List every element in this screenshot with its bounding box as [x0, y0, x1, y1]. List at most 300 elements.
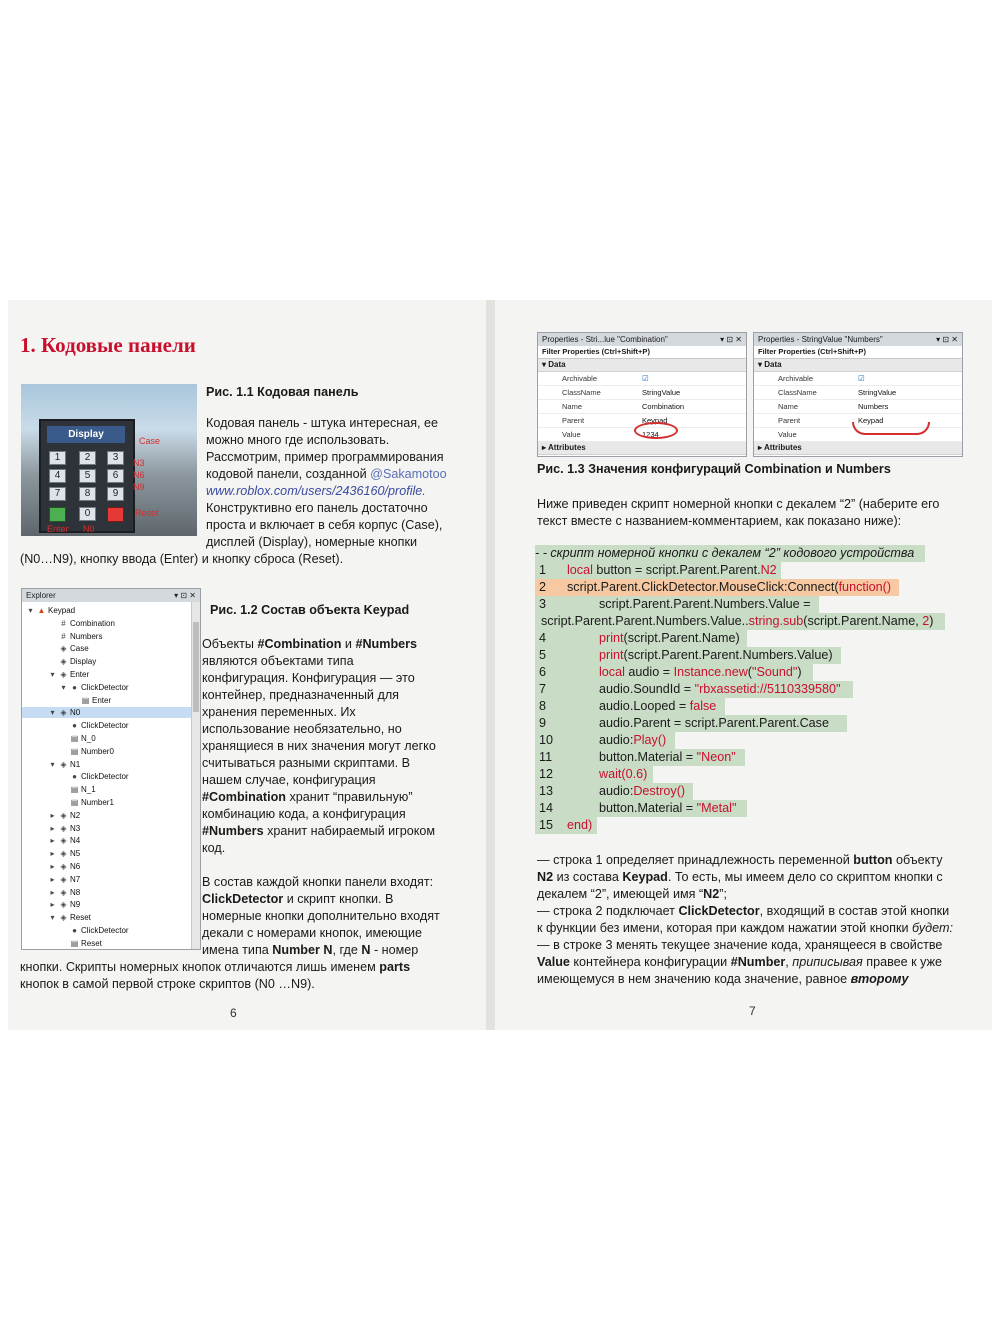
tree-node-icon: ◈: [60, 644, 67, 654]
tree-node-icon: ◈: [60, 810, 67, 820]
expand-arrow-icon[interactable]: ▸: [50, 836, 55, 846]
tree-node-icon: ▤: [70, 785, 79, 795]
line-number: 7: [539, 682, 547, 696]
explain-line6: — в строке 3 менять текущее значение кода, хранящееся в свойстве: [537, 938, 943, 952]
author-link[interactable]: @Sakamotoo: [370, 467, 447, 481]
keypad-key-7: 7: [49, 487, 66, 501]
tree-node-icon: #: [61, 631, 66, 641]
tree-node-icon: ◈: [60, 657, 67, 667]
checkbox-icon[interactable]: ☑: [858, 374, 865, 383]
explain-line2: [537, 869, 943, 886]
prop-key: Parent: [778, 416, 801, 425]
term: Value: [537, 955, 570, 969]
prop-row-archivable[interactable]: [754, 372, 962, 386]
tree-item[interactable]: [22, 643, 191, 654]
code-line-4: [535, 630, 975, 647]
code-red: false: [689, 699, 717, 713]
properties-titlebar: [754, 333, 962, 346]
prop-key: Parent: [562, 416, 585, 425]
tree-item[interactable]: [22, 759, 191, 770]
label-case: Case: [139, 436, 161, 446]
code-text: ): [797, 665, 802, 679]
text: ,: [785, 955, 793, 969]
para2-line9: нашем случае, конфигурация: [202, 773, 376, 787]
right-page: [495, 300, 992, 1030]
tree-item[interactable]: [22, 631, 191, 642]
tree-node-icon: ◈: [60, 823, 67, 833]
explain-line1: [537, 852, 943, 869]
text: из состава: [553, 870, 623, 884]
tree-item[interactable]: [22, 887, 191, 898]
parts-term: parts: [379, 960, 411, 974]
keypad-reset-key: [107, 507, 124, 522]
tree-item-label: N0: [70, 708, 81, 718]
line-number: 5: [539, 648, 547, 662]
section-label: Data: [548, 360, 566, 369]
para1-line6: Конструктивно его панель достаточно: [206, 501, 428, 515]
explorer-title: Explorer: [26, 591, 56, 600]
emphasis: будет:: [912, 921, 953, 935]
code-line-9: [535, 715, 975, 732]
expand-arrow-icon[interactable]: ▸: [50, 900, 55, 910]
tree-node-icon: ◈: [60, 836, 67, 846]
chapter-title: 1. Кодовые панели: [20, 333, 196, 357]
section-label: Attributes: [547, 443, 586, 452]
code-red: N2: [760, 563, 777, 577]
label-enter: Enter: [47, 524, 69, 534]
line-number: 3: [539, 597, 547, 611]
properties-panel-numbers: [753, 332, 963, 457]
text: - номер: [370, 943, 419, 957]
prop-key: Archivable: [562, 374, 598, 383]
tree-item[interactable]: [22, 938, 191, 949]
properties-title: Properties - Stri...lue "Combination": [542, 335, 668, 344]
keypad-key-6: 6: [107, 469, 124, 483]
tree-item[interactable]: [22, 797, 191, 808]
tree-item[interactable]: [22, 912, 191, 923]
properties-window-controls[interactable]: ▾ ⊡ ✕: [936, 335, 958, 344]
keypad-key-1: 1: [49, 451, 66, 465]
intro-line1: Ниже приведен скрипт номерной кнопки с декалем “2” (наберите его: [537, 497, 940, 511]
properties-title: Properties - StringValue "Numbers": [758, 335, 883, 344]
combination-term: #Combination: [257, 637, 342, 651]
tree-node-icon: ▤: [70, 746, 79, 756]
tree-item-label: ClickDetector: [81, 721, 129, 731]
para3-line2: [202, 891, 393, 908]
expand-arrow-icon[interactable]: ▸: [50, 849, 55, 859]
text: — строка 1 определяет принадлежность переменной: [537, 853, 854, 867]
para2-line13: код.: [202, 841, 226, 855]
tree-item-label: N7: [70, 874, 81, 884]
para2-line5: хранения переменных. Их: [202, 705, 356, 719]
line-number: 14: [539, 801, 554, 815]
code-line-2: [535, 579, 975, 596]
explain-line5: [537, 920, 953, 937]
prop-value: Keypad: [642, 416, 668, 425]
tree-item-label: Number0: [81, 746, 114, 756]
profile-link[interactable]: www.roblox.com/users/2436160/profile.: [206, 484, 426, 498]
code-text: script.Parent.ClickDetector.MouseClick:Connect(: [567, 580, 839, 594]
prop-row-name[interactable]: [754, 400, 962, 414]
para1-line9: (N0…N9), кнопку ввода (Enter) и кнопку сброса (Reset).: [20, 552, 344, 566]
text: кнопки. Скрипты номерных кнопок отличаются лишь именем: [20, 960, 380, 974]
para2-line12: [202, 823, 435, 840]
data-section-header[interactable]: ▾ Data: [754, 359, 962, 372]
line-number: 8: [539, 699, 547, 713]
para2-line10: [202, 789, 413, 806]
text: хранит набираемый игроком: [263, 824, 436, 838]
prop-key: Value: [562, 430, 581, 439]
attributes-section-header[interactable]: ▸ Attributes: [538, 442, 746, 455]
text: и скрипт кнопки. В: [283, 892, 394, 906]
keypad-display: Display: [47, 426, 125, 443]
text: имена типа: [202, 943, 273, 957]
filter-properties-input[interactable]: Filter Properties (Ctrl+Shift+P): [538, 346, 746, 359]
text: , входящий в состав этой кнопки: [759, 904, 950, 918]
tree-item-label: N2: [70, 810, 81, 820]
code-red: print: [599, 648, 624, 662]
keypad-key-9: 9: [107, 487, 124, 501]
page-number-left: 6: [230, 1006, 237, 1020]
tree-item[interactable]: [22, 784, 191, 795]
combination-term: #Combination: [202, 790, 286, 804]
para2-line11: комбинацию кода, а конфигурация: [202, 807, 406, 821]
code-line-8: [535, 698, 975, 715]
text: Объекты: [202, 637, 258, 651]
line-number: 15: [539, 818, 554, 832]
prop-key: ClassName: [562, 388, 601, 397]
explorer-window-controls[interactable]: ▾ ⊡ ✕: [174, 591, 196, 600]
para1-line1: Кодовая панель - штука интересная, ее: [206, 416, 439, 430]
prop-value: Numbers: [858, 402, 889, 411]
term: ClickDetector: [678, 904, 760, 918]
book-gutter: [486, 300, 495, 1030]
tree-item-label: N_0: [81, 734, 96, 743]
expand-arrow-icon[interactable]: ▸: [50, 823, 55, 833]
expand-arrow-icon[interactable]: ▾: [61, 682, 66, 692]
label-n6: N6: [133, 470, 145, 480]
left-page: [8, 300, 486, 1030]
line-number: 2: [539, 580, 547, 594]
explorer-titlebar: [22, 589, 200, 602]
tree-item[interactable]: [22, 682, 191, 693]
tree-item-label: N8: [70, 887, 81, 897]
label-n3: N3: [133, 458, 145, 468]
line-number: 6: [539, 665, 547, 679]
para1-line7: проста и включает в себя корпус (Case),: [206, 518, 443, 532]
code-line-12: [535, 766, 975, 783]
tree-item-label: N5: [70, 849, 81, 859]
line-number: 13: [539, 784, 554, 798]
code-line-13: [535, 783, 975, 800]
tree-item[interactable]: [22, 823, 191, 834]
code-text: button = script.Parent.Parent.: [592, 563, 761, 577]
tree-item[interactable]: [22, 618, 191, 629]
code-line-3: [535, 596, 975, 613]
prop-value: Combination: [642, 402, 685, 411]
para3-line5: [202, 942, 418, 959]
tree-node-icon: ◈: [60, 900, 67, 910]
keypad-key-2: 2: [79, 451, 96, 465]
label-reset: Reset: [135, 508, 159, 518]
tree-item[interactable]: [22, 835, 191, 846]
code-red: string.sub: [748, 614, 804, 628]
tree-item[interactable]: [22, 899, 191, 910]
term: N2: [703, 887, 720, 901]
prop-row-name[interactable]: [538, 400, 746, 414]
tree-item[interactable]: [22, 810, 191, 821]
tree-item[interactable]: [22, 925, 191, 936]
emphasis: второму: [850, 972, 909, 986]
term: button: [853, 853, 893, 867]
para2-line6: использование необязательно, но: [202, 722, 402, 736]
tree-item[interactable]: [22, 874, 191, 885]
keypad-key-5: 5: [79, 469, 96, 483]
keypad-enter-key: [49, 507, 66, 522]
tree-item[interactable]: [22, 733, 191, 744]
tree-node-icon: ▤: [70, 798, 79, 807]
code-line-6: [535, 664, 975, 681]
text: ”;: [719, 887, 727, 901]
data-section-header[interactable]: ▾ Data: [538, 359, 746, 372]
fig2-caption: Рис. 1.2 Состав объекта Keypad: [210, 603, 410, 617]
tree-node-icon: ▤: [70, 938, 79, 948]
tree-item[interactable]: [22, 669, 191, 680]
prop-value: StringValue: [858, 388, 897, 397]
tree-item-label: N6: [70, 862, 81, 871]
prop-row-archivable[interactable]: [538, 372, 746, 386]
tree-node-icon: ▤: [81, 695, 90, 705]
expand-arrow-icon[interactable]: ▾: [50, 708, 55, 718]
label-n0: N0: [83, 524, 95, 534]
line-number: 10: [539, 733, 554, 747]
numbers-term: #Numbers: [355, 637, 418, 651]
tree-node-icon: ●: [72, 772, 77, 782]
code-text: script.Parent.Parent.Numbers.Value..: [541, 614, 749, 628]
text: объекту: [892, 853, 943, 867]
code-text: button.Material =: [599, 801, 697, 815]
code-line-15: [535, 817, 975, 834]
tree-item-label: Display: [70, 657, 97, 667]
keyword: end): [567, 818, 593, 832]
properties-titlebar: [538, 333, 746, 346]
tree-item-label: N_1: [81, 785, 96, 795]
tree-node-icon: ●: [72, 721, 77, 731]
emphasis: приписывая: [792, 955, 863, 969]
tree-item[interactable]: [22, 707, 191, 718]
label-n9: N9: [133, 482, 145, 492]
tree-node-icon: ◈: [60, 874, 67, 884]
term: N2: [537, 870, 554, 884]
expand-arrow-icon[interactable]: ▾: [50, 670, 55, 679]
code-line-10: [535, 732, 975, 749]
text: — строка 2 подключает: [537, 904, 679, 918]
code-red: print: [599, 631, 624, 645]
code-text: ): [929, 614, 934, 628]
tree-item[interactable]: [22, 656, 191, 667]
keypad-key-3: 3: [107, 451, 124, 465]
properties-panel-combination: [537, 332, 747, 457]
para3-line6: [20, 959, 410, 976]
tree-item-label: Enter: [70, 670, 90, 679]
code-text: (script.Parent.Name,: [803, 614, 923, 628]
code-text: audio.Looped =: [599, 699, 690, 713]
para1-line4-prefix: кодовой панели, созданной: [206, 467, 371, 481]
tree-item-label: N3: [70, 823, 81, 833]
code-red: Destroy(): [633, 784, 686, 798]
number-n-term: Number N: [272, 943, 333, 957]
code-line-7: [535, 681, 975, 698]
highlight-underline: [852, 422, 930, 435]
text: и: [341, 637, 356, 651]
code-red: 2: [922, 614, 930, 628]
tree-item-label: Keypad: [48, 606, 76, 615]
para2-line1: [202, 636, 417, 653]
expand-arrow-icon[interactable]: ▾: [50, 913, 55, 923]
explain-line3: [537, 886, 727, 903]
text: . То есть, мы имеем дело со скриптом кнопки с: [667, 870, 943, 884]
fig3-caption: Рис. 1.3 Значения конфигураций Combination и Numbers: [537, 462, 891, 476]
expand-arrow-icon[interactable]: ▸: [50, 810, 55, 820]
expand-arrow-icon[interactable]: ▾: [28, 606, 33, 615]
tree-node-icon: ▲: [37, 606, 46, 615]
text: правее к уже: [862, 955, 943, 969]
para2-line7: хранящиеся в них значения могут легко: [202, 739, 436, 753]
code-text: audio.SoundId =: [599, 682, 695, 696]
tree-item-label: ClickDetector: [81, 682, 129, 692]
para1-line4: [206, 466, 447, 483]
n-term: N: [361, 943, 371, 957]
keypad-case: [39, 419, 135, 533]
page-number-right: 7: [749, 1004, 756, 1018]
tree-item-label: N9: [70, 900, 81, 910]
code-text: audio =: [624, 665, 674, 679]
line-number: 4: [539, 631, 547, 645]
tree-item[interactable]: [22, 695, 191, 706]
code-string: "rbxassetid://5110339580": [694, 682, 841, 696]
para1-line3: Рассмотрим, пример программирования: [206, 450, 444, 464]
para3-line7: кнопок в самой первой строке скриптов (N0 …N9).: [20, 977, 315, 991]
prop-row-classname[interactable]: [538, 386, 746, 400]
prop-key: Value: [778, 430, 797, 439]
explorer-scroll-thumb[interactable]: [193, 622, 199, 712]
code-string: "Metal": [696, 801, 737, 815]
code-listing: [535, 545, 975, 834]
para2-line8: считываться разными скриптами. В: [202, 756, 411, 770]
code-string: "Sound": [752, 665, 798, 679]
prop-key: Name: [778, 402, 799, 411]
section-label: Attributes: [763, 443, 802, 452]
fig1-caption: Рис. 1.1 Кодовая панель: [206, 385, 359, 399]
code-comment: - - скрипт номерной кнопки с декалем “2” кодового устройства: [535, 545, 925, 562]
prop-key: Name: [562, 402, 583, 411]
keyword: local: [599, 665, 625, 679]
expand-arrow-icon[interactable]: ▸: [50, 874, 55, 884]
explain-line7: [537, 954, 942, 971]
code-line-11: [535, 749, 975, 766]
para2-line3: конфигурация. Конфигурация — это: [202, 671, 415, 685]
tree-node-icon: ◈: [60, 913, 67, 923]
line-number: 1: [539, 563, 547, 577]
tree-item-label: N1: [70, 759, 81, 769]
tree-node-icon: ◈: [60, 670, 67, 679]
tree-item[interactable]: [22, 605, 191, 616]
clickdetector-term: ClickDetector: [202, 892, 284, 906]
code-text: script.Parent.Parent.Numbers.Value =: [599, 597, 811, 611]
prop-key: Archivable: [778, 374, 814, 383]
text: , где: [332, 943, 362, 957]
filter-properties-input[interactable]: Filter Properties (Ctrl+Shift+P): [754, 346, 962, 359]
explain-line8: [537, 971, 908, 988]
prop-key: ClassName: [778, 388, 817, 397]
code-red: function(): [838, 580, 892, 594]
code-text: audio.Parent = script.Parent.Parent.Case: [599, 716, 829, 730]
line-number: 12: [539, 767, 554, 781]
tree-item[interactable]: [22, 746, 191, 757]
explorer-scrollbar[interactable]: [191, 602, 200, 949]
term: #Number: [730, 955, 786, 969]
tree-item[interactable]: [22, 771, 191, 782]
tree-node-icon: ●: [72, 926, 77, 935]
code-red: Play(): [633, 733, 667, 747]
numbers-term: #Numbers: [202, 824, 264, 838]
expand-arrow-icon[interactable]: ▸: [50, 887, 55, 897]
explain-line4: [537, 903, 949, 920]
para2-line2: являются объектами типа: [202, 654, 354, 668]
tree-item[interactable]: [22, 720, 191, 731]
tree-node-icon: #: [61, 618, 66, 628]
code-line-1: [535, 562, 975, 579]
text: хранит “правильную”: [285, 790, 413, 804]
tree-node-icon: ◈: [60, 862, 67, 871]
tree-node-icon: ◈: [60, 887, 67, 897]
checkbox-icon[interactable]: ☑: [642, 374, 649, 383]
text: декалем “2”, имеющей имя “: [537, 887, 704, 901]
code-line-14: [535, 800, 975, 817]
prop-row-classname[interactable]: [754, 386, 962, 400]
tree-item[interactable]: [22, 861, 191, 872]
tree-item-label: ClickDetector: [81, 772, 129, 782]
tree-node-icon: ▤: [70, 734, 79, 743]
prop-value: Keypad: [858, 416, 884, 425]
para2-line4: контейнер, предназначенный для: [202, 688, 399, 702]
prop-value[interactable]: 1234: [642, 430, 659, 439]
para3-line3: номерные кнопки дополнительно входят: [202, 909, 440, 923]
intro-line2: текст вместе с названием-комментарием, как показано ниже):: [537, 514, 902, 528]
line-number: 11: [539, 750, 553, 764]
tree-node-icon: ◈: [60, 759, 67, 769]
line-number: 9: [539, 716, 547, 730]
code-text: (: [747, 665, 752, 679]
tree-item[interactable]: [22, 848, 191, 859]
text: к функции без имени, которая при каждом нажатии этой кнопки: [537, 921, 913, 935]
para3-line4: декали с номерами кнопок, имеющие: [202, 926, 422, 940]
attributes-section-header[interactable]: ▸ Attributes: [754, 442, 962, 455]
properties-window-controls[interactable]: ▾ ⊡ ✕: [720, 335, 742, 344]
tree-item-label: Numbers: [70, 631, 103, 641]
expand-arrow-icon[interactable]: ▾: [50, 759, 55, 769]
text: контейнера конфигурации: [569, 955, 731, 969]
tree-item-label: Reset: [81, 938, 102, 948]
code-red: wait(0.6): [599, 767, 648, 781]
tree-item-label: Combination: [70, 618, 115, 628]
code-text: audio:: [599, 784, 634, 798]
code-text: (script.Parent.Name): [623, 631, 740, 645]
expand-arrow-icon[interactable]: ▸: [50, 862, 55, 871]
para1-line2: можно много где использовать.: [206, 433, 390, 447]
para3-line1: В состав каждой кнопки панели входят:: [202, 875, 434, 889]
code-text: button.Material =: [599, 750, 697, 764]
